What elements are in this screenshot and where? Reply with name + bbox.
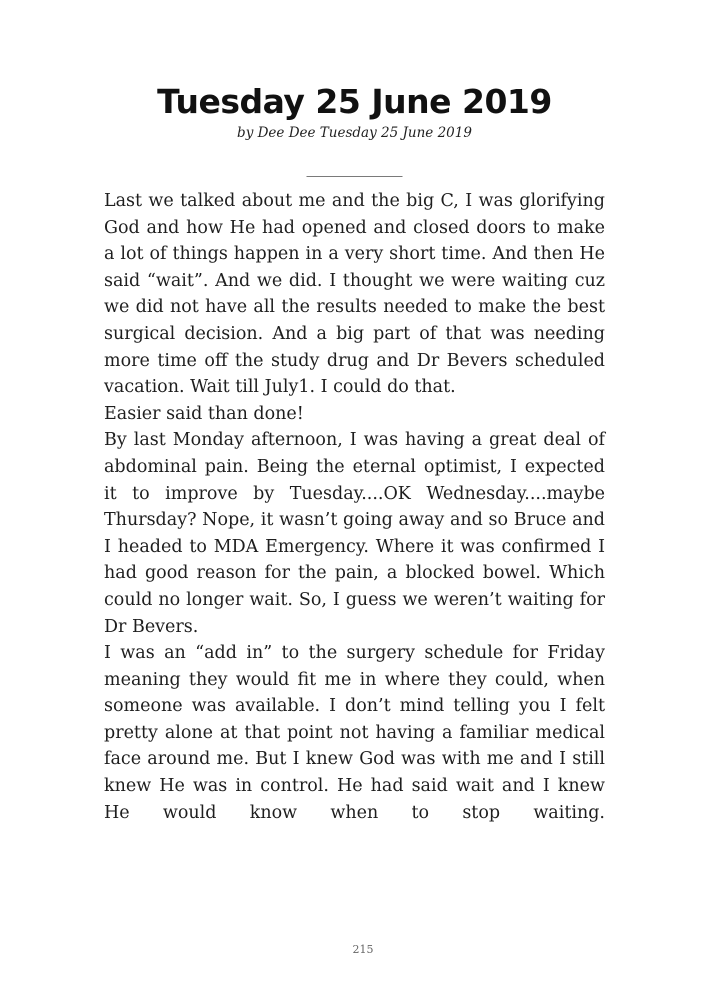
byline: by Dee Dee Tuesday 25 June 2019 xyxy=(237,125,472,141)
article-body xyxy=(104,188,605,826)
paragraph: Easier said than done! xyxy=(104,403,304,424)
page-title: Tuesday 25 June 2019 xyxy=(157,82,552,121)
section-divider: ____________ xyxy=(306,158,403,177)
page-number: 215 xyxy=(352,943,374,956)
paragraph: By last Monday afternoon, I was having a great deal of abdominal pain. Being the eternal optimist, I expected it to improve by Tuesday....OK Wednesday....maybe Thursday? Nope, it wasn’t going away and so Bruce and I headed to MDA Emergency. Where it was confirmed I had good reason for the pain, a blocked bowel. Which could no longer wait. So, I guess we weren’t waiting for Dr Bevers. xyxy=(104,430,605,637)
paragraph: I was an “add in” to the surgery schedule for Friday meaning they would fit me in where they could, when someone was available. I don’t mind telling you I felt pretty alone at that point not having a familiar medical face around me. But I knew God was with me and I still knew He was in control. He had said wait and I knew He would know when to stop waiting. xyxy=(104,643,605,823)
paragraph: Last we talked about me and the big C, I was glorifying God and how He had opened and closed doors to make a lot of things happen in a very short time. And then He said “wait”. And we did. I thought we were waiting cuz we did not have all the results needed to make the best surgical decision. And a big part of that was needing more time off the study drug and Dr Bevers scheduled vacation. Wait till July1. I could do that. xyxy=(104,191,605,398)
